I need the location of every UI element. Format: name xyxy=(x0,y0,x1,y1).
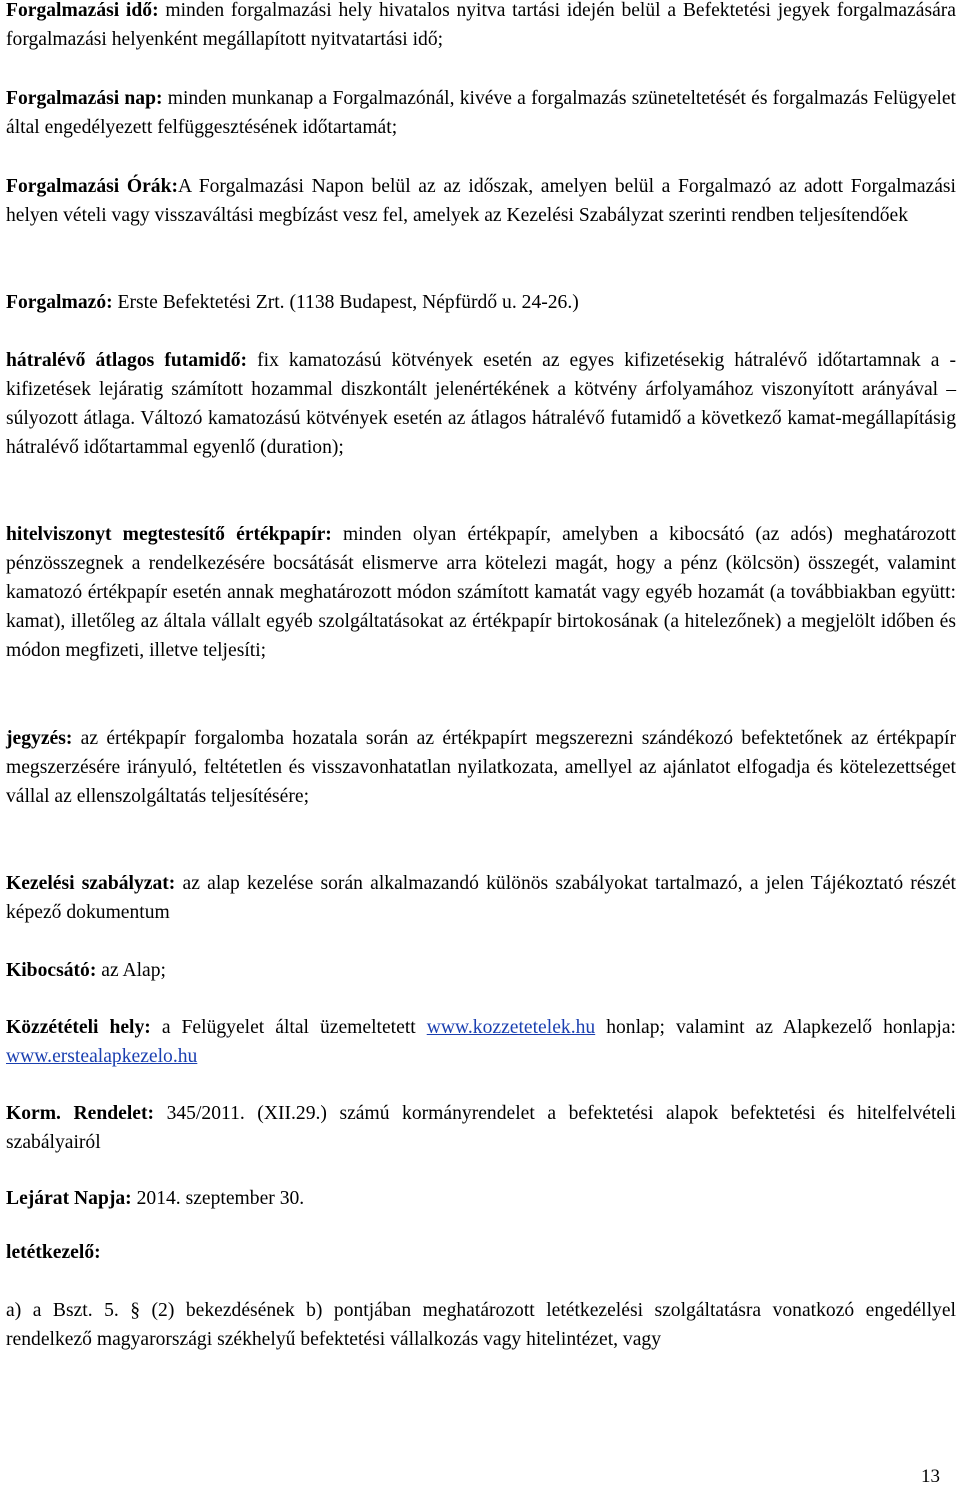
definition-text: 345/2011. (XII.29.) számú kormányrendelet a befektetési alapok befektetési és hitelfelvételi szabályairól xyxy=(6,1103,956,1153)
term-label: Kezelési szabályzat: xyxy=(6,873,176,894)
definition-text: fix kamatozású kötvények esetén az egyes kifizetésekig hátralévő időtartamnak a - kifizetések lejáratig számított hozammal diszkontált jelenértékének a kötvény árfolyamához viszonyított arányával – súlyozott átlaga. Változó kamatozású kötvények esetén az átlagos hátralévő futamidő a következő kamat-megállapításig hátralévő időtartammal egyenlő (duration); xyxy=(6,350,956,458)
entry-forgalmazasi-nap xyxy=(6,84,956,142)
definition-text: az alap kezelése során alkalmazandó különös szabályokat tartalmazó, a jelen Tájékoztató részét képező dokumentum xyxy=(6,873,956,923)
term-label: Forgalmazási nap: xyxy=(6,88,163,109)
term-label: Lejárat Napja: xyxy=(6,1188,132,1209)
definition-text: a Felügyelet által üzemeltetett xyxy=(150,1017,427,1038)
term-label: Kibocsátó: xyxy=(6,960,97,981)
definition-text: az Alap; xyxy=(96,960,166,981)
entry-korm-rendelet xyxy=(6,1099,956,1157)
entry-letetkezelo xyxy=(6,1238,956,1267)
term-label: Forgalmazási Órák: xyxy=(6,176,178,197)
definition-text: honlap; valamint az Alapkezelő honlapja: xyxy=(595,1017,956,1038)
entry-forgalmazo xyxy=(6,288,956,317)
entry-lejarat-napja xyxy=(6,1184,956,1213)
entry-letetkezelo-a xyxy=(6,1296,956,1354)
entry-hatralevo-futamido xyxy=(6,346,956,462)
entry-kibocsato xyxy=(6,956,956,985)
definition-text: minden forgalmazási hely hivatalos nyitva tartási idején belül a Befektetési jegyek forgalmazására forgalmazási helyenként megállapított nyitvatartási idő; xyxy=(6,0,956,50)
entry-forgalmazasi-ido xyxy=(6,0,956,54)
erstealapkezelo-link[interactable]: www.erstealapkezelo.hu xyxy=(6,1046,198,1067)
kozzetetelek-link[interactable]: www.kozzetetelek.hu xyxy=(426,1017,596,1038)
term-label: Korm. Rendelet: xyxy=(6,1103,155,1124)
term-label: Forgalmazási idő: xyxy=(6,0,159,21)
definition-text: A Forgalmazási Napon belül az az időszak, amelyen belül a Forgalmazó az adott Forgalmazási helyen vételi vagy visszaváltási megbízást vesz fel, amelyek az Kezelési Szabályzat szerinti rendben teljesítendőek xyxy=(6,176,956,226)
definition-text: az értékpapír forgalomba hozatala során az értékpapírt megszerezni szándékozó befektetőnek az értékpapír megszerzésére irányuló, feltétetlen és visszavonhatatlan nyilatkozata, amellyel az ajánlatot elfogadja és kötelezettséget vállal az ellenszolgáltatás teljesítésére; xyxy=(6,728,956,807)
term-label: hitelviszonyt megtestesítő értékpapír: xyxy=(6,524,332,545)
entry-kezelesi-szabalyzat xyxy=(6,869,956,927)
entry-forgalmazasi-orak xyxy=(6,172,956,230)
entry-hitelviszony xyxy=(6,520,956,665)
entry-jegyzes xyxy=(6,724,956,811)
page-number: 13 xyxy=(921,1466,940,1487)
term-label: Forgalmazó: xyxy=(6,292,113,313)
definition-text: 2014. szeptember 30. xyxy=(131,1188,305,1209)
definition-text: Erste Befektetési Zrt. (1138 Budapest, Népfürdő u. 24-26.) xyxy=(112,292,579,313)
definition-text: minden olyan értékpapír, amelyben a kibocsátó (az adós) meghatározott pénzösszegnek a rendelkezésére bocsátását elismerve arra kötelezi magát, hogy a pénz (kölcsön) összegét, valamint kamatozó értékpapír esetén annak meghatározott módon számított kamatát vagy egyéb hozamát (a továbbiakban együtt: kamat), illetőleg az általa vállalt egyéb szolgáltatásokat az értékpapír birtokosának (a hitelezőnek) a megjelölt időben és módon megfizeti, illetve teljesíti; xyxy=(6,524,956,661)
document-page xyxy=(6,0,956,1492)
definition-text: a) a Bszt. 5. § (2) bekezdésének b) pontjában meghatározott letétkezelési szolgáltatásra vonatkozó engedéllyel rendelkező magyarországi székhelyű befektetési vállalkozás vagy hitelintézet, vagy xyxy=(6,1300,956,1350)
term-label: jegyzés: xyxy=(6,728,73,749)
term-label: hátralévő átlagos futamidő: xyxy=(6,350,248,371)
entry-kozzeteteli-hely xyxy=(6,1013,956,1071)
term-label: letétkezelő: xyxy=(6,1242,101,1263)
definition-text: minden munkanap a Forgalmazónál, kivéve a forgalmazás szüneteltetését és forgalmazás Felügyelet által engedélyezett felfüggesztésének időtartamát; xyxy=(6,88,956,138)
term-label: Közzétételi hely: xyxy=(6,1017,151,1038)
